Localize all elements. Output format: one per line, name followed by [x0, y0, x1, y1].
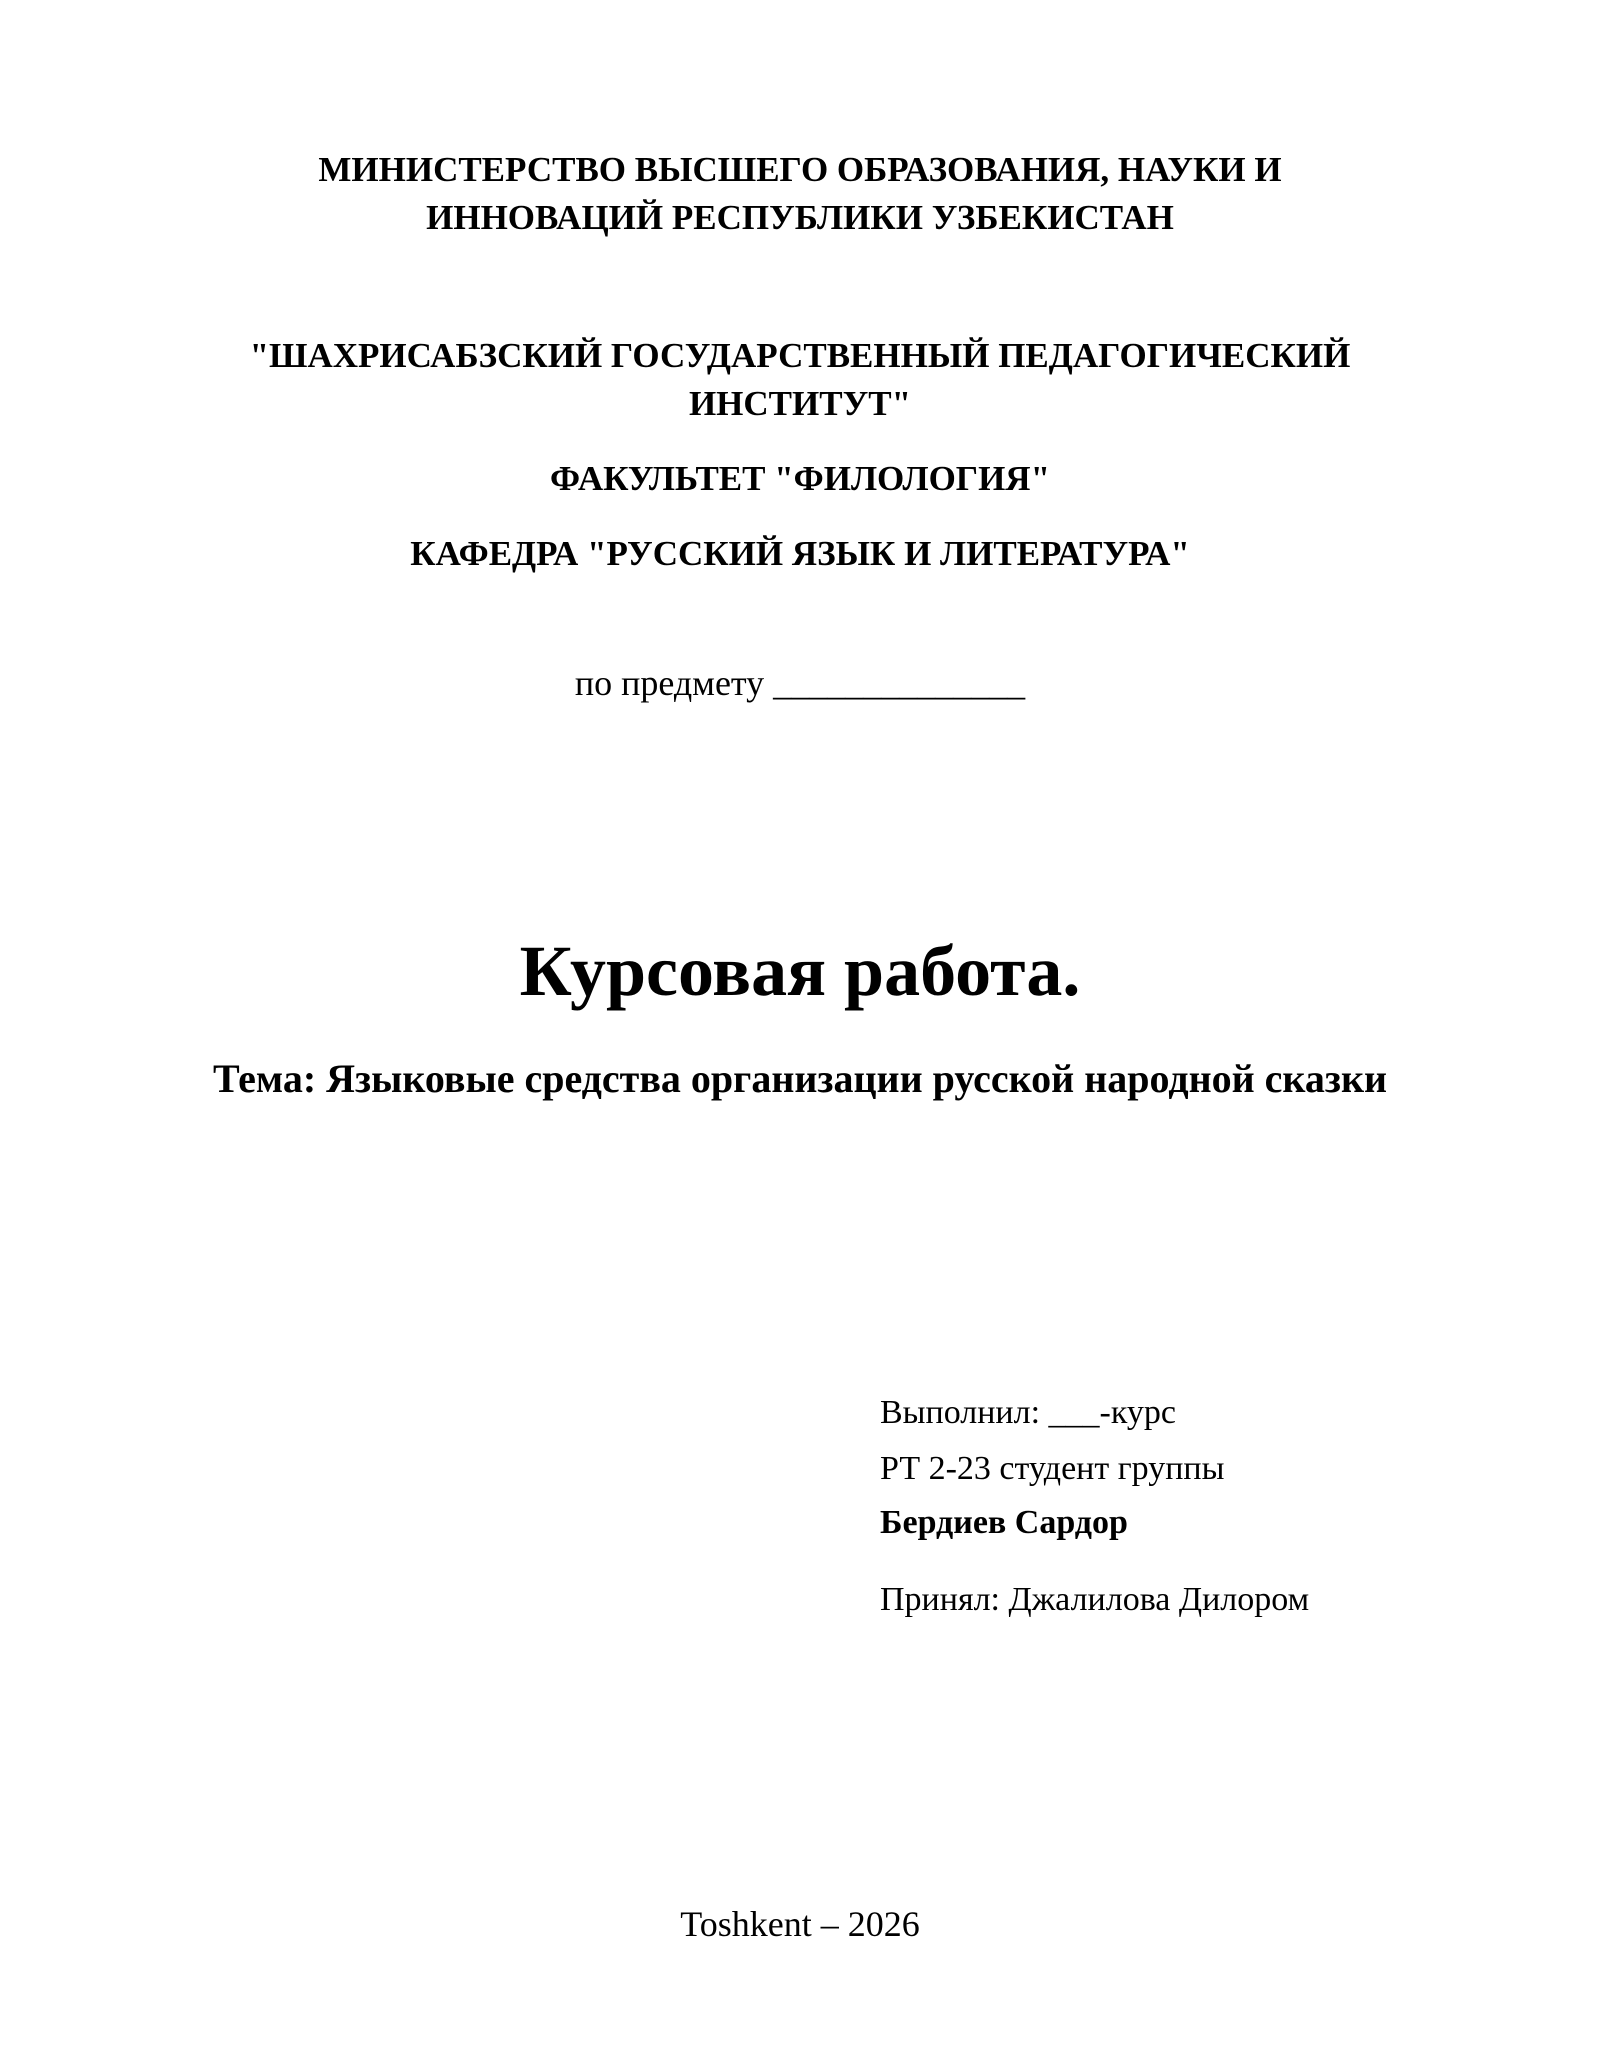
ministry-line-1: МИНИСТЕРСТВО ВЫСШЕГО ОБРАЗОВАНИЯ, НАУКИ И [318, 150, 1282, 189]
student-name: Бердиев Сардор [880, 1504, 1128, 1541]
topic-line: Тема: Языковые средства организации русской народной сказки [212, 1056, 1388, 1101]
department-line: КАФЕДРА "РУССКИЙ ЯЗЫК И ЛИТЕРАТУРА" [410, 534, 1190, 573]
ministry-line-2: ИННОВАЦИЙ РЕСПУБЛИКИ УЗБЕКИСТАН [426, 198, 1174, 237]
group-line: РТ 2-23 студент группы [880, 1450, 1225, 1487]
city-year-line: Toshkent – 2026 [680, 1904, 920, 1944]
completed-by-line: Выполнил: ___-курс [880, 1394, 1176, 1431]
subject-line: по предмету ______________ [574, 663, 1026, 703]
institute-line-1: "ШАХРИСАБЗСКИЙ ГОСУДАРСТВЕННЫЙ ПЕДАГОГИЧЕСКИЙ [249, 336, 1351, 375]
faculty-line: ФАКУЛЬТЕТ "ФИЛОЛОГИЯ" [549, 459, 1051, 498]
accepted-by-line: Принял: Джалилова Дилором [880, 1581, 1310, 1618]
page-title: Курсовая работа. [519, 931, 1081, 1011]
institute-line-2: ИНСТИТУТ" [688, 384, 912, 423]
